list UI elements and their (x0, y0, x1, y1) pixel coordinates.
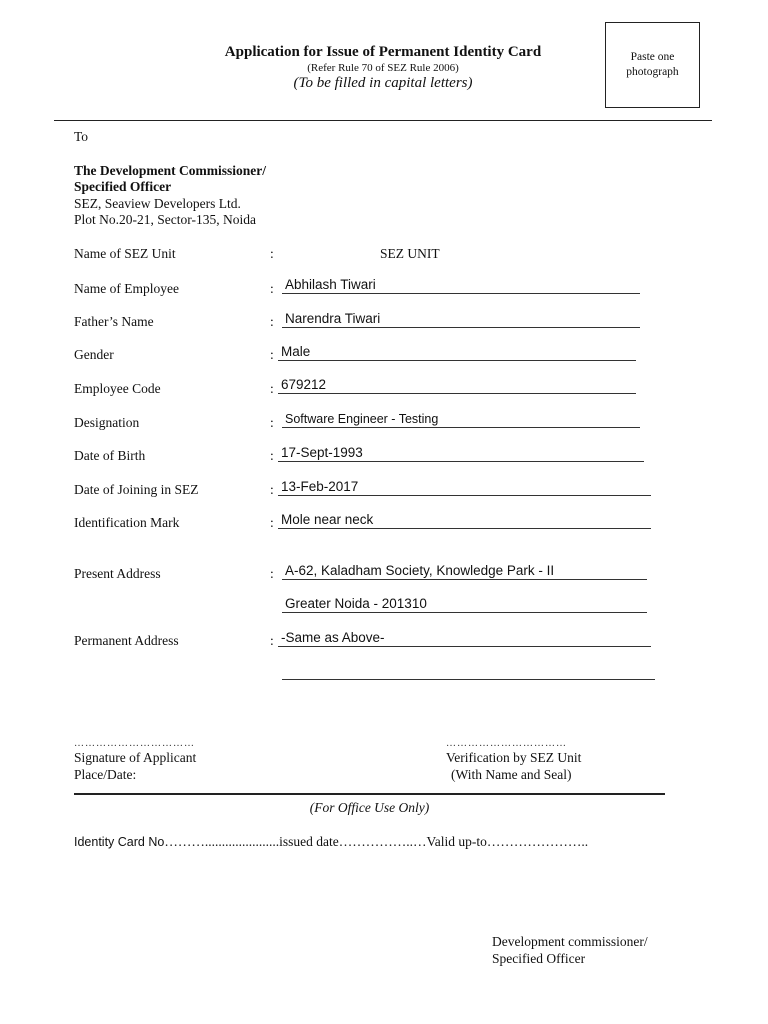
designation-label: Designation (74, 415, 140, 430)
issued-date-dots: ……………..… (338, 834, 427, 849)
sez-unit-label: Name of SEZ Unit (74, 246, 176, 261)
dob-label: Date of Birth (74, 448, 146, 463)
designation-field[interactable]: Software Engineer - Testing (282, 411, 640, 428)
doj-colon: : (270, 482, 274, 497)
id-mark-field[interactable]: Mole near neck (278, 512, 651, 529)
addressee-line2: Specified Officer (74, 179, 172, 194)
addressee-line3: SEZ, Seaview Developers Ltd. (74, 196, 241, 211)
verification-seal-label: (With Name and Seal) (451, 767, 572, 782)
gender-field[interactable]: Male (278, 344, 636, 361)
applicant-signature-dots: …………………………… (74, 738, 195, 749)
permanent-address-line2-field[interactable] (282, 663, 655, 680)
father-name-label: Father’s Name (74, 314, 154, 329)
father-name-field[interactable]: Narendra Tiwari (282, 311, 640, 328)
gender-label: Gender (74, 347, 114, 362)
employee-code-label: Employee Code (74, 381, 161, 396)
photo-box (605, 22, 700, 108)
permanent-address-colon: : (270, 633, 274, 648)
place-date-label: Place/Date: (74, 767, 137, 782)
permanent-address-line1-field[interactable]: -Same as Above- (278, 630, 651, 647)
valid-upto-dots: …………………. (486, 834, 585, 849)
photo-box-line2: photograph (626, 66, 679, 78)
id-card-dots: ………...................... (164, 834, 280, 849)
verification-dots: …………………………… (446, 738, 567, 749)
addressee-line1: The Development Commissioner/ (74, 163, 266, 178)
present-address-line2-field[interactable]: Greater Noida - 201310 (282, 596, 647, 613)
employee-name-field[interactable]: Abhilash Tiwari (282, 277, 640, 294)
applicant-signature-label: Signature of Applicant (74, 750, 197, 765)
id-mark-colon: : (270, 515, 274, 530)
verification-label: Verification by SEZ Unit (446, 750, 582, 765)
designation-colon: : (270, 415, 274, 430)
issued-date-label: issued date (279, 834, 339, 849)
office-use-line (74, 834, 588, 850)
office-use-period: . (584, 834, 589, 849)
addressee-line4: Plot No.20-21, Sector-135, Noida (74, 212, 256, 227)
footer-line2: Specified Officer (492, 951, 586, 966)
header-divider (54, 120, 712, 121)
fill-instruction: (To be filled in capital letters) (293, 75, 473, 91)
office-use-heading: (For Office Use Only) (309, 800, 430, 815)
sez-unit-value: SEZ UNIT (380, 246, 440, 261)
employee-name-colon: : (270, 281, 274, 296)
id-card-label: Identity Card No (74, 835, 165, 849)
doj-label: Date of Joining in SEZ (74, 482, 199, 497)
rule-reference: (Refer Rule 70 of SEZ Rule 2006) (307, 62, 459, 74)
employee-code-colon: : (270, 381, 274, 396)
father-name-colon: : (270, 314, 274, 329)
addressee-to: To (74, 129, 89, 144)
permanent-address-label: Permanent Address (74, 633, 179, 648)
photo-box-line1: Paste one (630, 51, 675, 63)
id-mark-label: Identification Mark (74, 515, 180, 530)
footer-line1: Development commissioner/ (492, 934, 648, 949)
dob-colon: : (270, 448, 274, 463)
present-address-line1-field[interactable]: A-62, Kaladham Society, Knowledge Park - II (282, 563, 647, 580)
valid-upto-label: Valid up-to (426, 834, 487, 849)
doj-field[interactable]: 13-Feb-2017 (278, 479, 651, 496)
present-address-colon: : (270, 566, 274, 581)
dob-field[interactable]: 17-Sept-1993 (278, 445, 644, 462)
employee-code-field[interactable]: 679212 (278, 377, 636, 394)
sez-unit-colon: : (270, 246, 274, 261)
form-title: Application for Issue of Permanent Identity Card (224, 44, 542, 60)
office-use-divider (74, 793, 665, 795)
employee-name-label: Name of Employee (74, 281, 179, 296)
present-address-label: Present Address (74, 566, 161, 581)
gender-colon: : (270, 347, 274, 362)
